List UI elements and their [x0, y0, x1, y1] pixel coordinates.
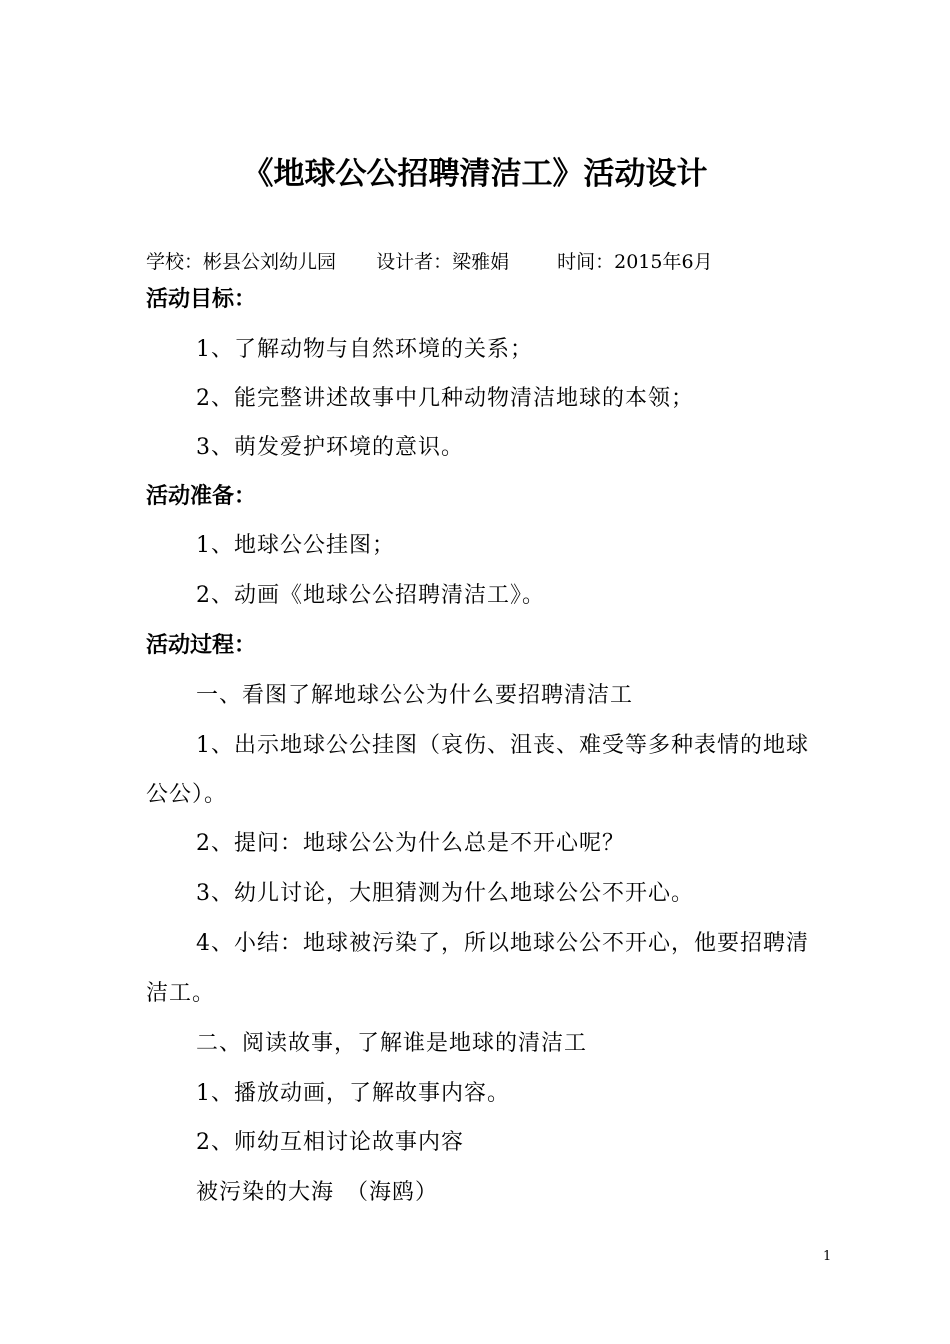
section-heading-process: 活动过程： [146, 633, 257, 658]
process-paragraph-continued: 洁工。 [146, 981, 216, 1006]
prep-item: 1、地球公公挂图； [196, 533, 395, 558]
section-heading-goals: 活动目标： [146, 287, 257, 312]
process-paragraph: 被污染的大海 （海鸥） [196, 1180, 439, 1205]
process-part-title: 二、阅读故事，了解谁是地球的清洁工 [196, 1031, 588, 1056]
time-info: 时间：2015年6月 [557, 251, 713, 273]
document-meta [146, 248, 713, 276]
page-number: 1 [823, 1249, 832, 1264]
process-paragraph: 1、播放动画，了解故事内容。 [196, 1081, 510, 1106]
prep-item: 2、动画《地球公公招聘清洁工》。 [196, 583, 545, 608]
process-paragraph: 2、提问：地球公公为什么总是不开心呢？ [196, 831, 625, 856]
document-title: 《地球公公招聘清洁工》活动设计 [242, 156, 708, 192]
process-paragraph: 4、小结：地球被污染了，所以地球公公不开心，他要招聘清 [196, 931, 809, 956]
goal-item: 3、萌发爱护环境的意识。 [196, 435, 464, 460]
process-paragraph: 2、师幼互相讨论故事内容 [196, 1130, 464, 1155]
process-paragraph: 1、出示地球公公挂图（哀伤、沮丧、难受等多种表情的地球 [196, 733, 809, 758]
goal-item: 2、能完整讲述故事中几种动物清洁地球的本领； [196, 386, 694, 411]
process-paragraph: 3、幼儿讨论，大胆猜测为什么地球公公不开心。 [196, 881, 694, 906]
school-info: 学校：彬县公刘幼儿园 [146, 251, 337, 273]
section-heading-prep: 活动准备： [146, 484, 257, 509]
designer-info: 设计者：梁雅娟 [376, 251, 510, 273]
process-paragraph-continued: 公公）。 [146, 782, 228, 807]
process-part-title: 一、看图了解地球公公为什么要招聘清洁工 [196, 683, 634, 708]
goal-item: 1、了解动物与自然环境的关系； [196, 337, 533, 362]
